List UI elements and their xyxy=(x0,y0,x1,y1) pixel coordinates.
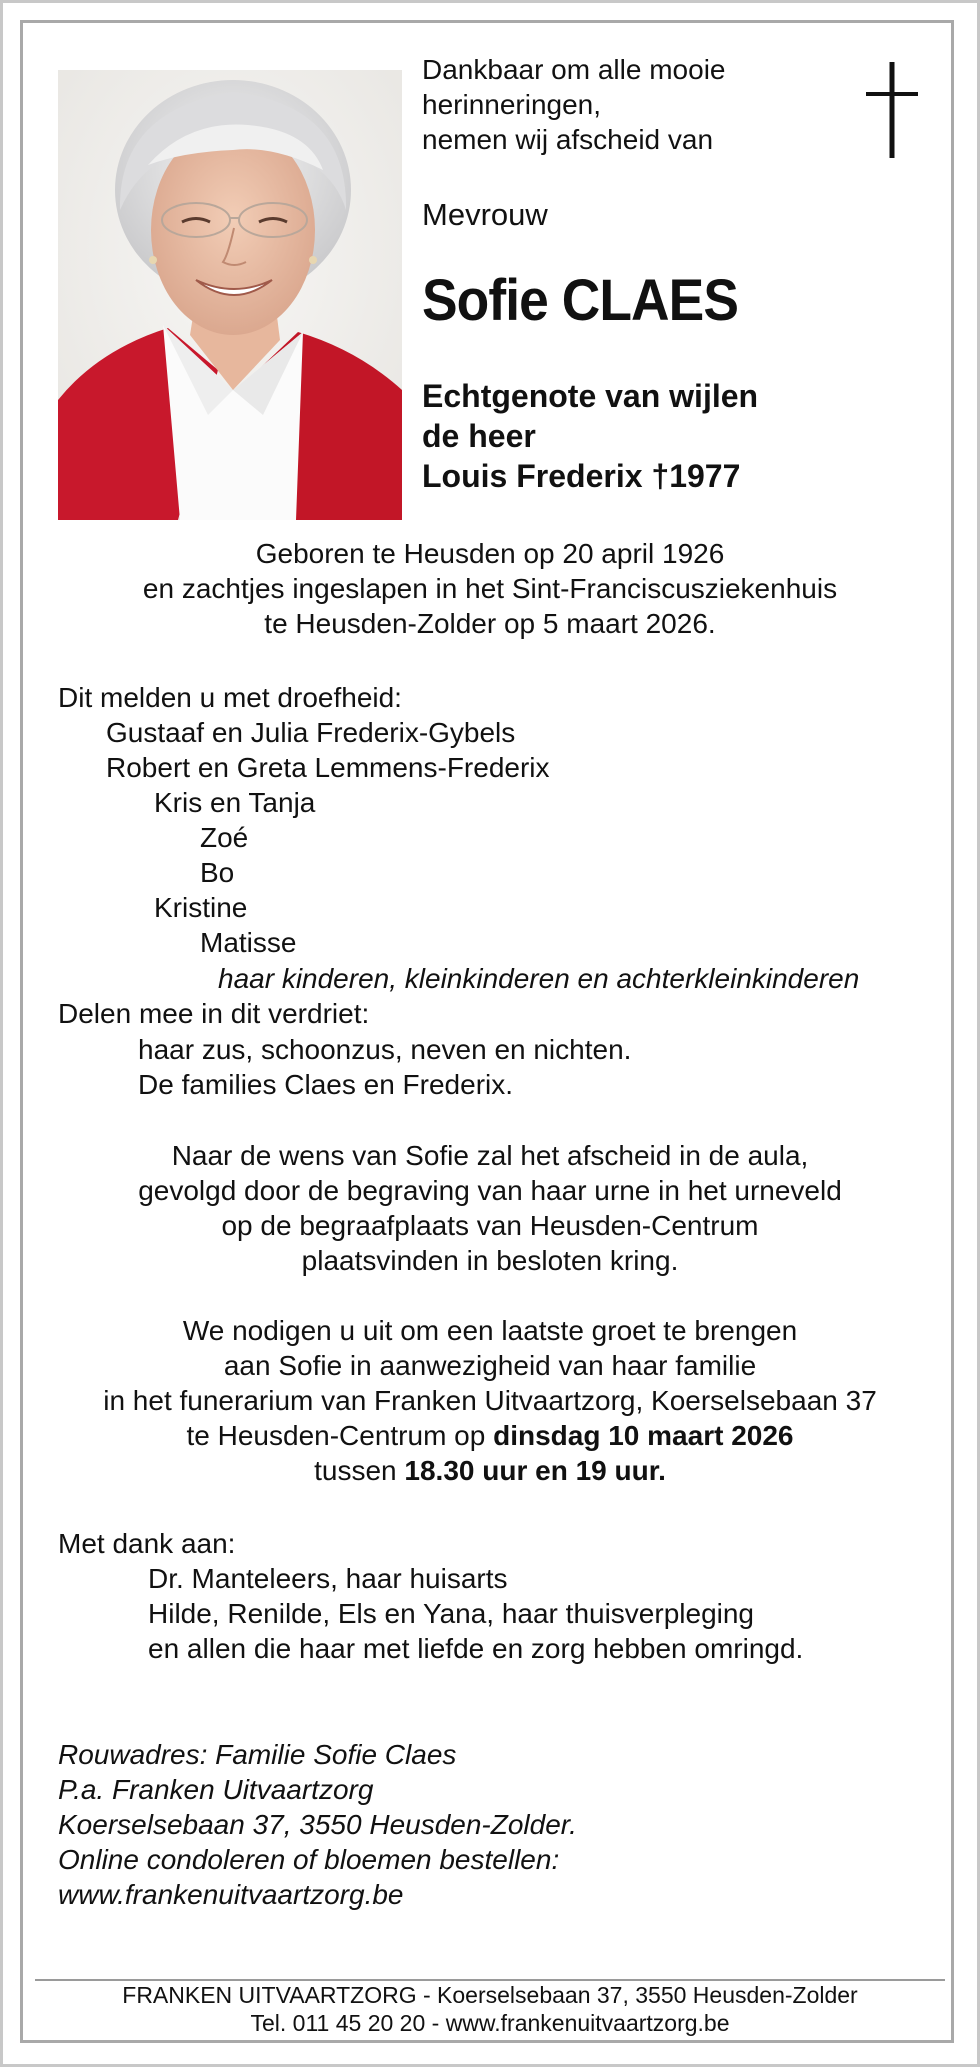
visitation-line: We nodigen u uit om een laatste groet te brengen xyxy=(182,1315,798,1346)
family-member: Matisse xyxy=(200,927,297,958)
visitation-line xyxy=(40,1418,940,1453)
address-line: Rouwadres: Familie Sofie Claes xyxy=(58,1739,457,1770)
ceremony-line: Naar de wens van Sofie zal het afscheid in de aula, xyxy=(171,1140,809,1171)
family-member: Bo xyxy=(200,857,235,888)
visitation-time: 18.30 uur en 19 uur. xyxy=(404,1455,666,1486)
spouse-line: Louis Frederix †1977 xyxy=(422,458,741,494)
ceremony-line: op de begraafplaats van Heusden-Centrum xyxy=(221,1210,759,1241)
address-line: P.a. Franken Uitvaartzorg xyxy=(58,1774,374,1805)
family-member: Kris en Tanja xyxy=(154,787,316,818)
intro-line: Dankbaar om alle mooie xyxy=(422,54,726,85)
birth-death-line: en zachtjes ingeslapen in het Sint-Franciscusziekenhuis xyxy=(142,573,838,604)
thanks-heading: Met dank aan: xyxy=(58,1528,236,1559)
birth-death-text xyxy=(40,536,940,641)
share-heading: Delen mee in dit verdriet: xyxy=(58,998,370,1029)
portrait-photo xyxy=(58,70,402,520)
thanks-line: Hilde, Renilde, Els en Yana, haar thuisverpleging xyxy=(148,1598,755,1629)
ceremony-text xyxy=(40,1138,940,1278)
thanks-line: en allen die haar met liefde en zorg hebben omringd. xyxy=(148,1633,804,1664)
visitation-line xyxy=(40,1453,940,1488)
address-line: Koerselsebaan 37, 3550 Heusden-Zolder. xyxy=(58,1809,577,1840)
footer-line: Tel. 011 45 20 20 - www.frankenuitvaartzorg.be xyxy=(250,2010,730,2036)
share-line: De families Claes en Frederix. xyxy=(138,1069,514,1100)
footer xyxy=(40,1981,940,2037)
intro-line: nemen wij afscheid van xyxy=(422,124,714,155)
intro-line: herinneringen, xyxy=(422,89,602,120)
address-block xyxy=(58,1737,577,1912)
visitation-date-prefix: te Heusden-Centrum op xyxy=(186,1420,494,1451)
website-link[interactable]: www.frankenuitvaartzorg.be xyxy=(58,1879,404,1910)
visitation-date: dinsdag 10 maart 2026 xyxy=(493,1420,794,1451)
visitation-text xyxy=(40,1313,940,1488)
announcement-heading: Dit melden u met droefheid: xyxy=(58,682,402,713)
family-member: Kristine xyxy=(154,892,248,923)
share-line: haar zus, schoonzus, neven en nichten. xyxy=(138,1034,632,1065)
spouse-line: de heer xyxy=(422,418,536,454)
thanks-line: Dr. Manteleers, haar huisarts xyxy=(148,1563,508,1594)
visitation-time-prefix: tussen xyxy=(314,1455,405,1486)
ceremony-line: plaatsvinden in besloten kring. xyxy=(301,1245,679,1276)
cross-icon xyxy=(862,60,922,160)
spouse-line: Echtgenote van wijlen xyxy=(422,378,759,414)
deceased-name: Sofie CLAES xyxy=(422,268,739,333)
spouse-text xyxy=(422,376,758,496)
honorific: Mevrouw xyxy=(422,197,548,232)
family-caption: haar kinderen, kleinkinderen en achterkleinkinderen xyxy=(218,963,860,994)
address-line: Online condoleren of bloemen bestellen: xyxy=(58,1844,560,1875)
footer-line: FRANKEN UITVAARTZORG - Koerselsebaan 37, 3550 Heusden-Zolder xyxy=(122,1982,858,2008)
birth-death-line: te Heusden-Zolder op 5 maart 2026. xyxy=(264,608,716,639)
family-member: Gustaaf en Julia Frederix-Gybels xyxy=(106,717,516,748)
visitation-line: aan Sofie in aanwezigheid van haar familie xyxy=(223,1350,757,1381)
visitation-line: in het funerarium van Franken Uitvaartzorg, Koerselsebaan 37 xyxy=(103,1385,877,1416)
ceremony-line: gevolgd door de begraving van haar urne in het urneveld xyxy=(138,1175,842,1206)
family-member: Zoé xyxy=(200,822,249,853)
intro-text xyxy=(422,52,726,157)
birth-death-line: Geboren te Heusden op 20 april 1926 xyxy=(255,538,725,569)
family-member: Robert en Greta Lemmens-Frederix xyxy=(106,752,550,783)
